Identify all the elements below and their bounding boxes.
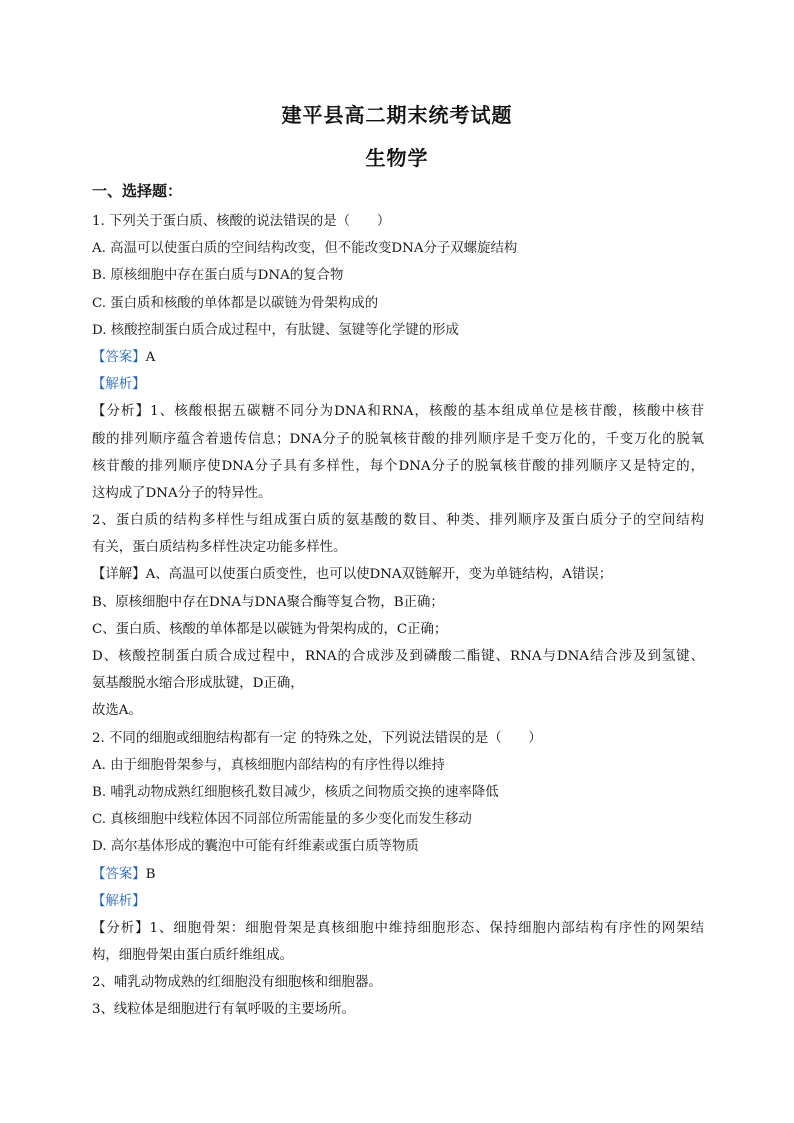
question-2-option-c: C. 真核细胞中线粒体因不同部位所需能量的多少变化而发生移动 (92, 812, 472, 828)
question-1-fenxi-line: 有关，蛋白质结构多样性决定功能多样性。 (92, 540, 347, 556)
answer-value: B (145, 866, 156, 882)
question-1-fenxi-line: 2、蛋白质的结构多样性与组成蛋白质的氨基酸的数目、种类、排列顺序及蛋白质分子的空间结构 (92, 513, 704, 529)
question-2-answer (92, 861, 704, 888)
question-2-fenxi-line (92, 915, 704, 942)
analysis-tag: 【解析】 (92, 893, 146, 909)
question-1-fenxi-line: 这构成了DNA分子的特异性。 (92, 485, 272, 501)
question-2-option-a: A. 由于细胞骨架参与，真核细胞内部结构的有序性得以维持 (92, 757, 445, 773)
question-2-fenxi-line: 构，细胞骨架由蛋白质纤维组成。 (92, 948, 293, 964)
question-1-option-a: A. 高温可以使蛋白质的空间结构改变，但不能改变DNA分子双螺旋结构 (92, 241, 518, 257)
question-1-fenxi-line: 酸的排列顺序蕴含着遗传信息；DNA分子的脱氧核苷酸的排列顺序是千变万化的，千变万化的脱氧 (92, 431, 704, 447)
question-1-xiangjie-line (92, 561, 704, 588)
analysis-tag: 【解析】 (92, 377, 146, 393)
question-2-stem: 2. 不同的细胞或细胞结构都有一定 的特殊之处，下列说法错误的是（ ） (92, 730, 542, 746)
answer-tag: 【答案】 (92, 866, 146, 882)
question-1-xiangjie-line: 故选A。 (92, 703, 142, 719)
fenxi-tag: 【分析】 (92, 404, 151, 420)
document-title: 建平县高二期末统考试题 (281, 103, 513, 127)
section-heading: 一、选择题： (92, 182, 183, 200)
fenxi-tag: 【分析】 (92, 920, 150, 936)
question-1-stem: 1. 下列关于蛋白质、核酸的说法错误的是（ ） (92, 214, 391, 229)
question-1-xiangjie-line: D、核酸控制蛋白质合成过程中，RNA的合成涉及到磷酸二酯键、RNA与DNA结合涉及到氢键、 (92, 649, 704, 664)
question-1-xiangjie-line: C、蛋白质、核酸的单体都是以碳链为骨架构成的，C正确； (92, 621, 448, 637)
fenxi-text: 1、核酸根据五碳糖不同分为DNA和RNA，核酸的基本组成单位是核苷酸，核酸中核苷 (150, 404, 704, 420)
question-1-option-b: B. 原核细胞中存在蛋白质与DNA的复合物 (92, 268, 344, 284)
document-body (92, 208, 704, 1024)
question-1-fenxi-line (92, 398, 704, 425)
answer-tag: 【答案】 (92, 349, 146, 365)
answer-value: A (145, 349, 156, 365)
document-subtitle: 生物学 (365, 146, 429, 170)
question-2-fenxi-line: 2、哺乳动物成熟的红细胞没有细胞核和细胞器。 (92, 975, 382, 991)
question-1-xiangjie-line: B、原核细胞中存在DNA与DNA聚合酶等复合物，B正确； (92, 594, 444, 610)
question-2-analysis-heading (92, 888, 704, 915)
question-2-option-d: D. 高尔基体形成的囊泡中可能有纤维素或蛋白质等物质 (92, 839, 419, 855)
question-1-option-c: C. 蛋白质和核酸的单体都是以碳链为骨架构成的 (92, 295, 379, 311)
question-2-option-b: B. 哺乳动物成熟红细胞核孔数目减少，核质之间物质交换的速率降低 (92, 784, 499, 800)
question-1-xiangjie-line: 氨基酸脱水缩合形成肽键，D正确， (92, 676, 304, 692)
fenxi-text: 1、细胞骨架：细胞骨架是真核细胞中维持细胞形态、保持细胞内部结构有序性的网架结 (149, 920, 704, 936)
question-2-fenxi-line: 3、线粒体是细胞进行有氧呼吸的主要场所。 (92, 1002, 355, 1018)
xiangjie-text: A、高温可以使蛋白质变性，也可以使DNA双链解开，变为单链结构，A错误； (145, 567, 613, 583)
question-1-answer (92, 344, 704, 371)
question-1-analysis-heading (92, 371, 704, 398)
question-1-option-d: D. 核酸控制蛋白质合成过程中，有肽键、氢键等化学键的形成 (92, 322, 459, 338)
xiangjie-tag: 【详解】 (92, 567, 146, 583)
question-1-fenxi-line: 核苷酸的排列顺序使DNA分子具有多样性，每个DNA分子的脱氧核苷酸的排列顺序又是特定的， (92, 458, 704, 474)
